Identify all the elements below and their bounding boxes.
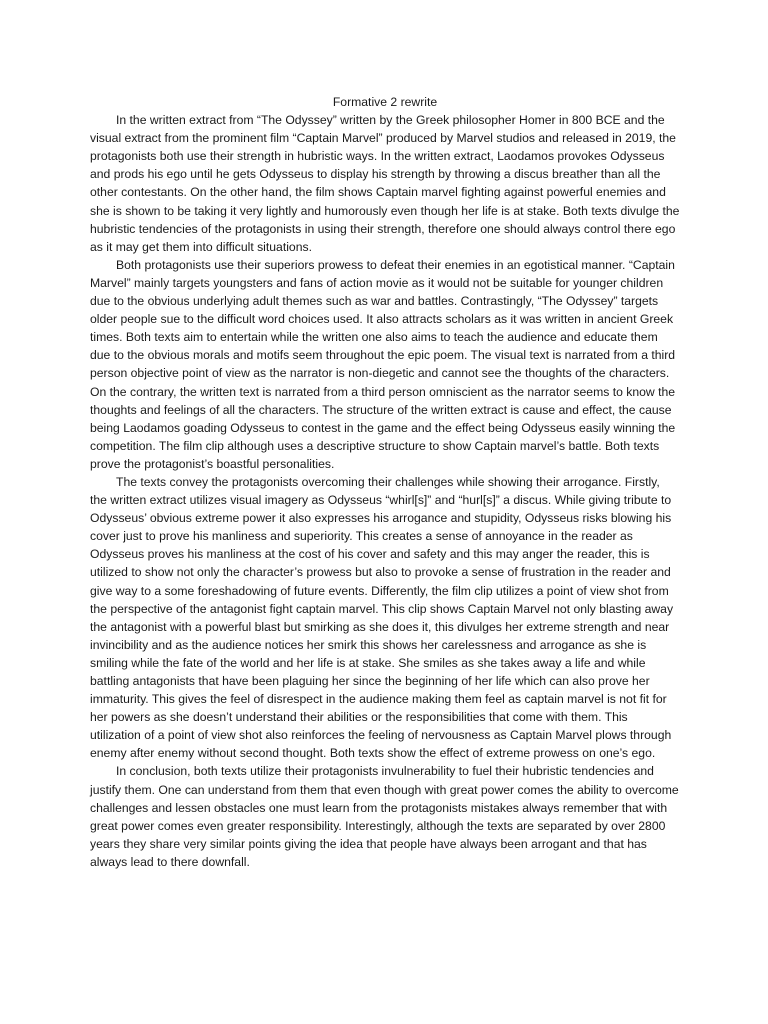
document-page <box>90 93 680 871</box>
document-title: Formative 2 rewrite <box>332 95 438 109</box>
paragraph-introduction: In the written extract from “The Odyssey” written by the Greek philosopher Homer in 800 BCE and the visual extract from the prominent film “Captain Marvel” produced by Marvel studios and released in 2019, the protagonists both use their strength in hubristic ways. In the written extract, Laodamos provokes Odysseus and prods his ego until he gets Odysseus to display his strength by throwing a discus breather than all the other contestants. On the other hand, the film shows Captain marvel fighting against powerful enemies and she is shown to be taking it very lightly and humorously even though her life is at stake. Both texts divulge the hubristic tendencies of the protagonists in using their strength, therefore one should always control there ego as it may get them into difficult situations. <box>90 113 680 254</box>
paragraph-body-1: Both protagonists use their superiors prowess to defeat their enemies in an egotistical manner. “Captain Marvel” mainly targets youngsters and fans of action movie as it would not be suitable for younger children due to the obvious underlying adult themes such as war and battles. Contrastingly, “The Odyssey” targets older people sue to the difficult word choices used. It also attracts scholars as it was written in ancient Greek times. Both texts aim to entertain while the written one also aims to teach the audience and educate them due to the obvious morals and motifs seem throughout the epic poem. The visual text is narrated from a third person objective point of view as the narrator is non-diegetic and cannot see the thoughts of the characters. On the contrary, the written text is narrated from a third person omniscient as the narrator seems to know the thoughts and feelings of all the characters. The structure of the written extract is cause and effect, the cause being Laodamos goading Odysseus to contest in the game and the effect being Odysseus easily winning the competition. The film clip although uses a descriptive structure to show Captain marvel’s battle. Both texts prove the protagonist’s boastful personalities. <box>90 257 676 471</box>
paragraph-body-2: The texts convey the protagonists overcoming their challenges while showing their arrogance. Firstly, the written extract utilizes visual imagery as Odysseus “whirl[s]” and “hurl[s]” a discus. While giving tribute to Odysseus’ obvious extreme power it also expresses his arrogance and stupidity, Odysseus risks blowing his cover just to prove his manliness and superiority. This creates a sense of annoyance in the reader as Odysseus proves his manliness at the cost of his cover and safety and this may anger the reader, this is utilized to show not only the character’s prowess but also to provoke a sense of frustration in the reader and give way to a some foreshadowing of future events. Differently, the film clip utilizes a point of view shot from the perspective of the antagonist fight captain marvel. This clip shows Captain Marvel not only blasting away the antagonist with a powerful blast but smirking as she does it, this divulges her extreme strength and near invincibility and as the audience notices her smirk this shows her carelessness and arrogance as she is smiling while the fate of the world and her life is at stake. She smiles as she takes away a life and while battling antagonists that have been plaguing her since the beginning of her life which can also prove her immaturity. This gives the feel of disrespect in the audience making them feel as captain marvel is not fit for her powers as she doesn’t understand their abilities or the responsibilities that come with them. This utilization of a point of view shot also reinforces the feeling of nervousness as Captain Marvel plows through enemy after enemy without second thought. Both texts show the effect of extreme prowess on one’s ego. <box>90 474 674 761</box>
paragraph-conclusion: In conclusion, both texts utilize their protagonists invulnerability to fuel their hubristic tendencies and justify them. One can understand from them that even though with great power comes the ability to overcome challenges and lessen obstacles one must learn from the protagonists mistakes always remember that with great power comes even greater responsibility. Interestingly, although the texts are separated by over 2800 years they share very similar points giving the idea that people have always been arrogant and that has always lead to there downfall. <box>90 764 679 869</box>
